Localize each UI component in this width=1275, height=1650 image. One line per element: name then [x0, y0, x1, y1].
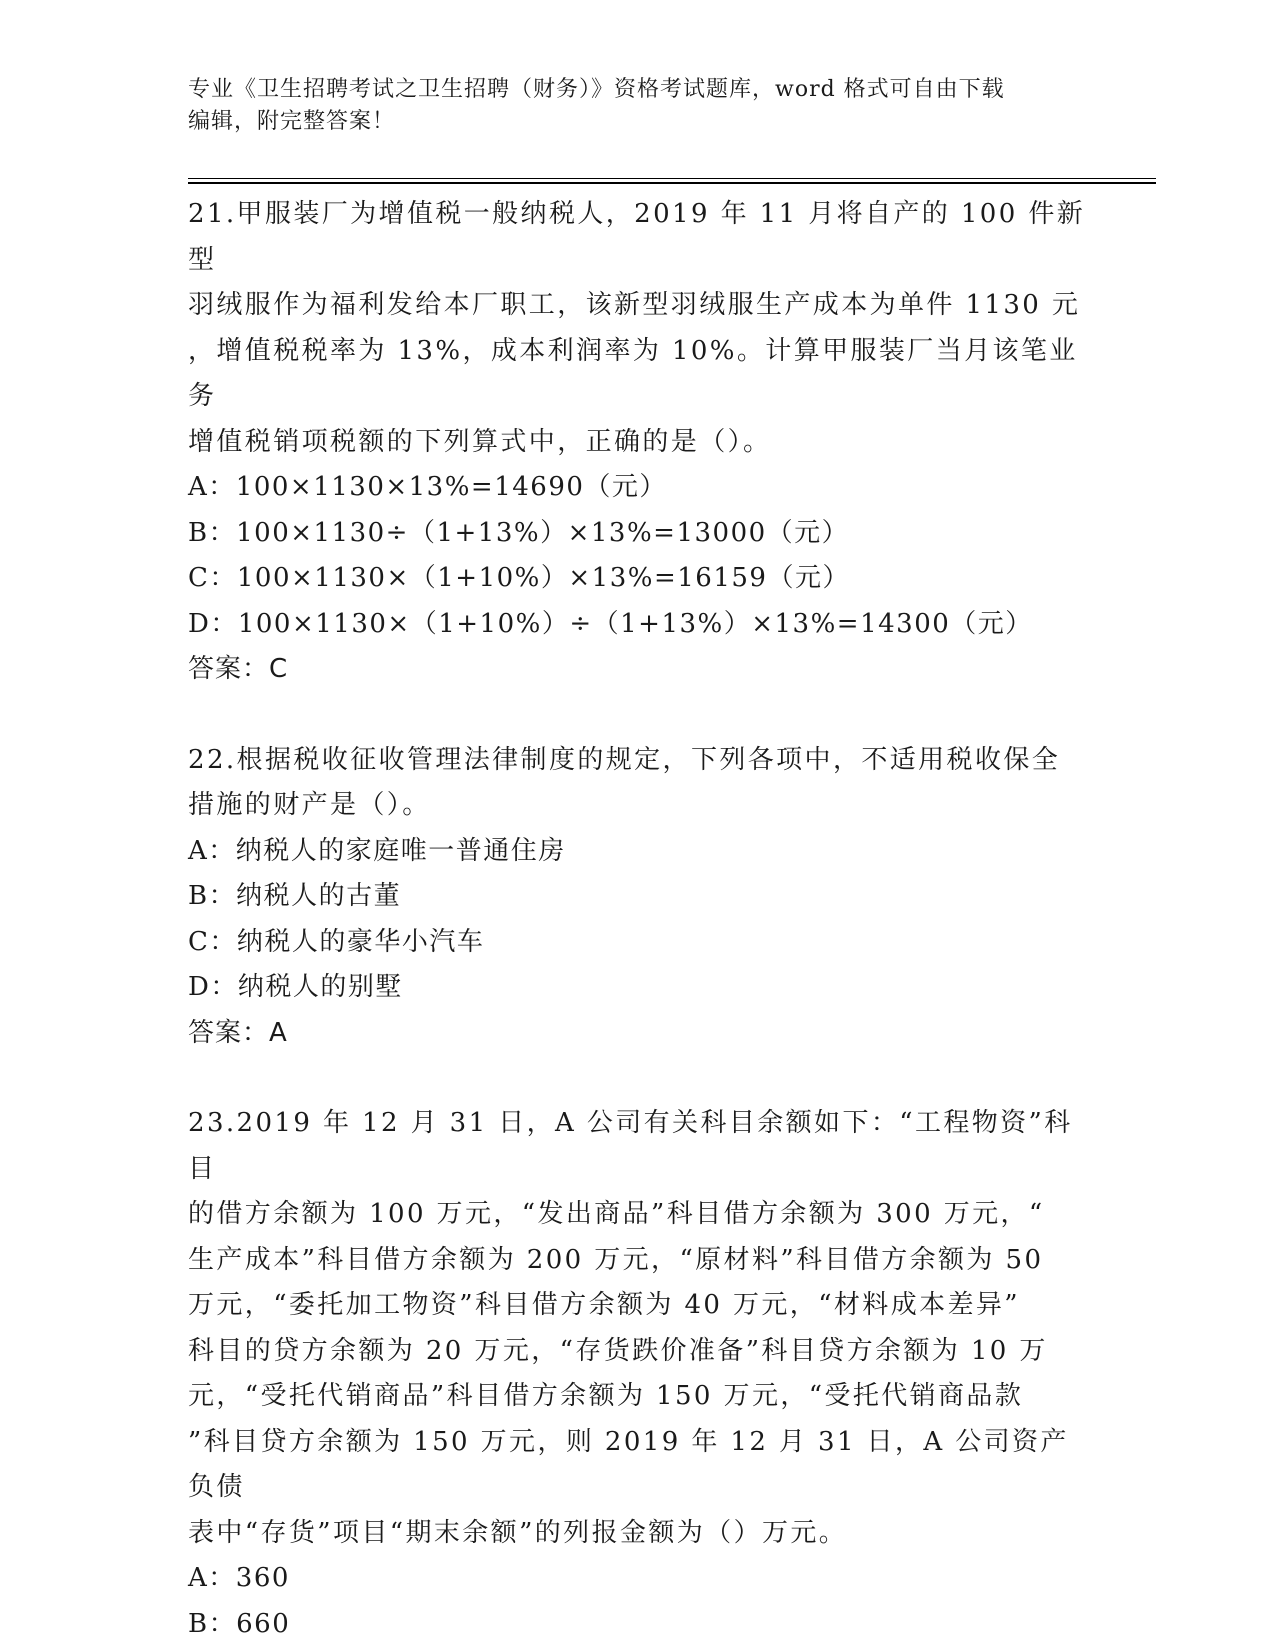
option-a: A：纳税人的家庭唯一普通住房 — [188, 835, 566, 866]
header-line-2: 编辑，附完整答案！ — [188, 109, 396, 134]
answer-label: 答案：C — [188, 654, 289, 684]
option-d: D：纳税人的别墅 — [188, 972, 403, 1002]
question-stem-line: 增值税销项税额的下列算式中，正确的是（）。 — [188, 426, 772, 457]
option-c: C：100×1130×（1+10%）×13%=16159（元） — [188, 563, 850, 593]
question-stem-line: 22.根据税收征收管理法律制度的规定，下列各项中，不适用税收保全 — [188, 744, 1061, 775]
header-divider — [188, 178, 1156, 184]
question-stem-line: 21.甲服装厂为增值税一般纳税人，2019 年 11 月将自产的 100 件新型 — [188, 199, 1086, 275]
option-c: C：纳税人的豪华小汽车 — [188, 926, 485, 957]
document-header — [188, 74, 1068, 138]
question-stem-line: 元，“受托代销商品”科目借方余额为 150 万元，“受托代销商品款 — [188, 1381, 1024, 1411]
option-b: B：100×1130÷（1+13%）×13%=13000（元） — [188, 517, 850, 548]
answer-label: 答案：A — [188, 1017, 288, 1048]
option-a: A：100×1130×13%=14690（元） — [188, 472, 667, 502]
question-spacer — [188, 693, 1088, 738]
question-stem-line: 科目的贷方余额为 20 万元，“存货跌价准备”科目贷方余额为 10 万 — [188, 1335, 1048, 1366]
option-d: D：100×1130×（1+10%）÷（1+13%）×13%=14300（元） — [188, 608, 1033, 639]
question-spacer — [188, 1056, 1088, 1101]
question-stem-line: 措施的财产是（）。 — [188, 790, 431, 820]
question-stem-line: ”科目贷方余额为 150 万元，则 2019 年 12 月 31 日，A 公司资产负债 — [188, 1426, 1069, 1502]
question-21 — [188, 192, 1088, 693]
option-b: B：纳税人的古董 — [188, 881, 402, 911]
question-stem-line: 表中“存货”项目“期末余额”的列报金额为（）万元。 — [188, 1517, 848, 1548]
question-stem-line: 羽绒服作为福利发给本厂职工，该新型羽绒服生产成本为单件 1130 元 — [188, 290, 1081, 320]
question-22 — [188, 738, 1088, 1057]
question-23 — [188, 1101, 1088, 1647]
question-stem-line: 23.2019 年 12 月 31 日，A 公司有关科目余额如下：“工程物资”科目 — [188, 1108, 1073, 1184]
question-stem-line: 生产成本”科目借方余额为 200 万元，“原材料”科目借方余额为 50 — [188, 1244, 1044, 1275]
option-b: B：660 — [188, 1608, 291, 1639]
question-stem-line: 的借方余额为 100 万元，“发出商品”科目借方余额为 300 万元，“ — [188, 1199, 1045, 1229]
question-list — [188, 192, 1088, 1647]
question-stem-line: 万元，“委托加工物资”科目借方余额为 40 万元，“材料成本差异” — [188, 1290, 1020, 1320]
question-stem-line: ，增值税税率为 13%，成本利润率为 10%。计算甲服装厂当月该笔业务 — [188, 335, 1078, 411]
option-a: A：360 — [188, 1563, 290, 1593]
header-line-1: 专业《卫生招聘考试之卫生招聘（财务）》资格考试题库，word 格式可自由下载 — [188, 77, 1005, 102]
